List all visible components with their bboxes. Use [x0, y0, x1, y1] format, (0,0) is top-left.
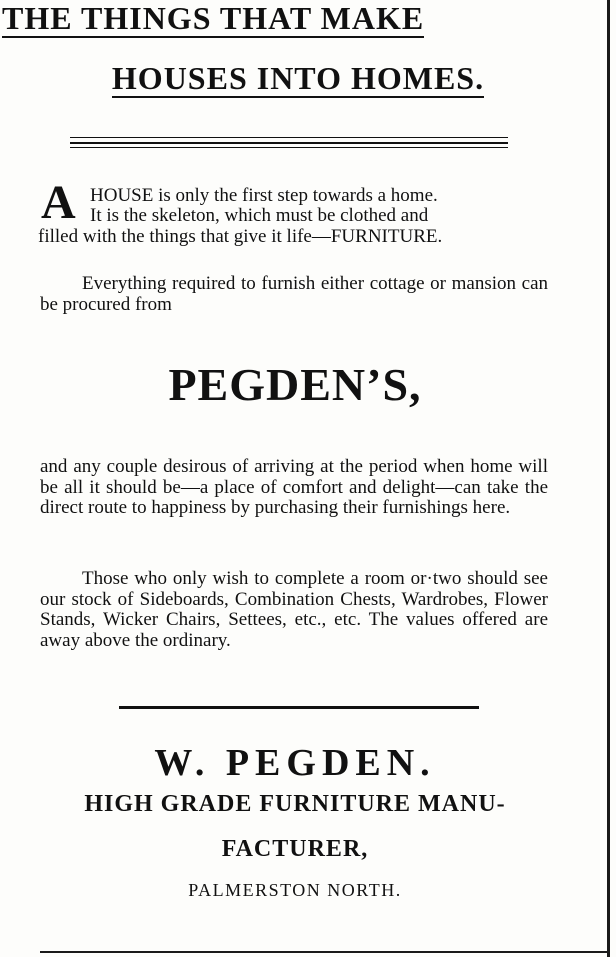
double-rule-top: [70, 137, 508, 138]
right-border-rule: [607, 0, 610, 957]
bottom-border-rule: [40, 951, 610, 953]
paragraph-procure: Everything required to furnish either cottage or mansion can be procured from: [40, 273, 548, 315]
paragraph-couple: and any couple desirous of arriving at the period when home will be all it should be—a place of comfort and delight—can take the direct route to happiness by purchasing their furnishings here.: [40, 456, 548, 518]
divider-rule: [119, 706, 479, 709]
store-name: PEGDEN’S,: [168, 359, 422, 410]
headline-line-1: THE THINGS THAT MAKE: [2, 0, 425, 36]
signature-title-line-1: HIGH GRADE FURNITURE MANU-: [84, 791, 506, 817]
headline-line-2: HOUSES INTO HOMES.: [111, 60, 485, 96]
drop-cap: A: [41, 176, 76, 229]
intro-line-1: HOUSE is only the first step towards a home.: [90, 185, 438, 206]
double-rule-bottom: [70, 147, 508, 148]
signature-location: PALMERSTON NORTH.: [188, 880, 402, 900]
intro-line-3: filled with the things that give it life—FURNITURE.: [38, 226, 443, 247]
double-rule-middle: [70, 142, 508, 144]
intro-line-2: It is the skeleton, which must be clothed and: [90, 205, 429, 226]
signature-title-line-2: FACTURER,: [221, 836, 369, 862]
paragraph-stock: Those who only wish to complete a room or·two should see our stock of Sideboards, Combination Chests, Wardrobes, Flower Stands, Wicker Chairs, Settees, etc., etc. The values offered are away above the ordinary.: [40, 568, 548, 651]
signature-name: W. PEGDEN.: [154, 742, 436, 784]
